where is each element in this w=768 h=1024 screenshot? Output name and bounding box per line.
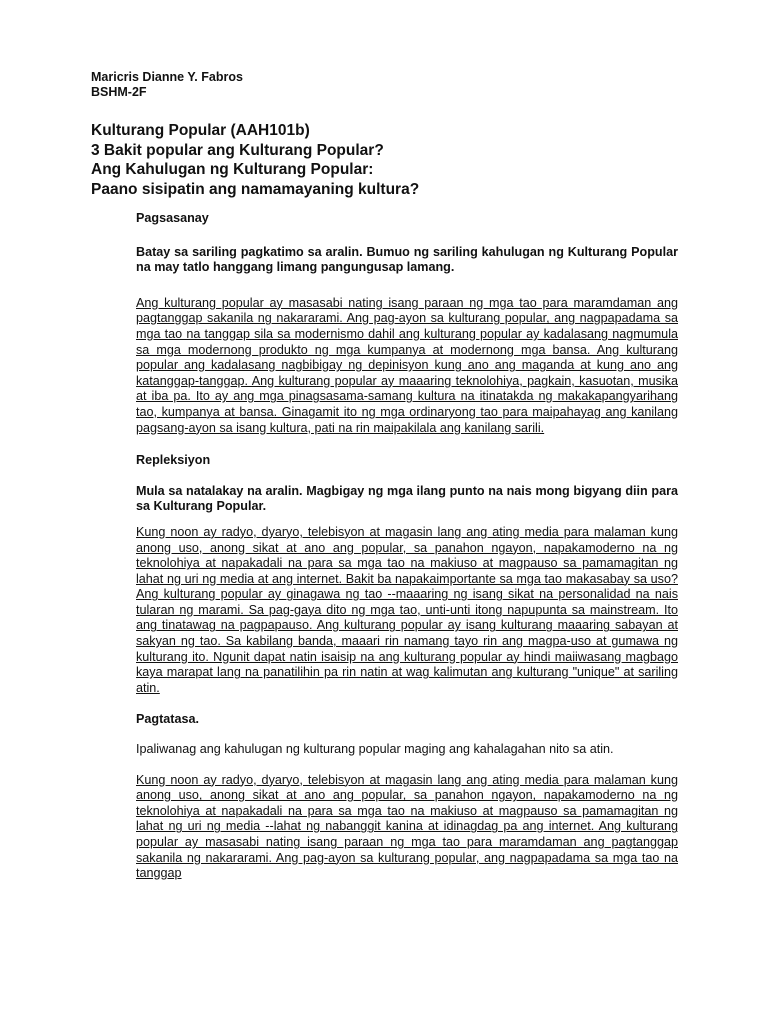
section-heading-pagtatasa: Pagtatasa. [136, 712, 199, 727]
section-instruction-pagtatasa: Ipaliwanag ang kahulugan ng kulturang popular maging ang kahalagahan nito sa atin. [136, 742, 614, 757]
author-name: Maricris Dianne Y. Fabros [91, 70, 243, 84]
document-title-block [91, 121, 419, 199]
section-instruction-repleksiyon: Mula sa natalakay na aralin. Magbigay ng mga ilang punto na nais mong bigyang diin para sa Kulturang Popular. [136, 483, 678, 514]
author-block [91, 70, 243, 100]
section-answer-pagtatasa: Kung noon ay radyo, dyaryo, telebisyon at magasin lang ang ating media para malaman kung anong uso, anong sikat at ano ang popular, sa panahon ngayon, napakamoderno na ng teknolohiya at napakadali na para sa mga tao na makiuso at magpauso sa pamamagitan ng lahat ng uri ng media --lahat ng nabanggit kanina at idinagdag pa ang internet. Ang kulturang popular ay masasabi nating isang paraan ng mga tao para maramdaman ang pagtanggap sakanila ng nakararami. Ang pag-ayon sa kulturang popular, ang nagpapadama sa mga tao na tanggap [136, 772, 678, 881]
lesson-question: Paano sisipatin ang namamayaning kultura? [91, 180, 420, 198]
document-body [136, 211, 678, 882]
lesson-title: 3 Bakit popular ang Kulturang Popular? [91, 141, 384, 159]
section-instruction-pagsasanay: Batay sa sariling pagkatimo sa aralin. Bumuo ng sariling kahulugan ng Kulturang Popular na may tatlo hanggang limang pangungusap lamang. [136, 244, 678, 275]
course-title: Kulturang Popular (AAH101b) [91, 122, 310, 139]
author-section: BSHM-2F [91, 85, 147, 99]
section-answer-repleksiyon: Kung noon ay radyo, dyaryo, telebisyon at magasin lang ang ating media para malaman kung anong uso, anong sikat at ano ang popular, sa panahon ngayon, napakamoderno na ng teknolohiya at napakadali na para sa mga tao na makiuso at magpauso sa pamamagitan ng lahat ng uri ng media at ang internet. Bakit ba napakaimportante sa mga tao makasabay sa uso? Ang kulturang popular ay ginagawa ng tao --maaaring ng isang sikat na personalidad na nais tularan ng marami. Sa pag-gaya dito ng mga tao, unti-unti itong napupunta sa mainstream. Ito ang tinatawag na pagpapauso. Ang kulturang popular ay isang kulturang maaaring sabayan at sakyan ng tao. Sa kabilang banda, maaari rin namang tayo rin ang magpa-uso at gumawa ng kulturang ito. Ngunit dapat natin isaisip na ang kulturang popular ay hindi maiiwasang magbago kaya marapat lang na panatilihin pa rin natin at wag kalimutan ang kulturang "unique" at sariling atin. [136, 524, 678, 695]
section-answer-pagsasanay: Ang kulturang popular ay masasabi nating isang paraan ng mga tao para maramdaman ang pagtanggap sakanila ng nakararami. Ang pag-ayon sa kulturang popular, ang nagpapadama sa mga tao na tanggap sila sa modernismo dahil ang kulturang popular ay kadalasang nagmumula sa mga modernong produkto ng mga kumpanya at modernong mga bansa. Ang kulturang popular ang kadalasang nagbibigay ng depinisyon kung ano ang maganda at kung ano ang katanggap-tanggap. Ang kulturang popular ay maaaring teknolohiya, pagkain, kasuotan, musika at iba pa. Ito ay ang mga pinagsasama-samang kultura na itinatakda ng makakapangyarihang tao, kumpanya at bansa. Ginagamit ito ng mga ordinaryong tao para maipahayag ang kanilang pagsang-ayon sa isang kultura, pati na rin maipakilala ang kanilang sarili. [136, 295, 678, 435]
section-heading-pagsasanay: Pagsasanay [136, 211, 209, 225]
section-heading-repleksiyon: Repleksiyon [136, 453, 211, 468]
lesson-subtitle: Ang Kahulugan ng Kulturang Popular: [91, 161, 374, 178]
